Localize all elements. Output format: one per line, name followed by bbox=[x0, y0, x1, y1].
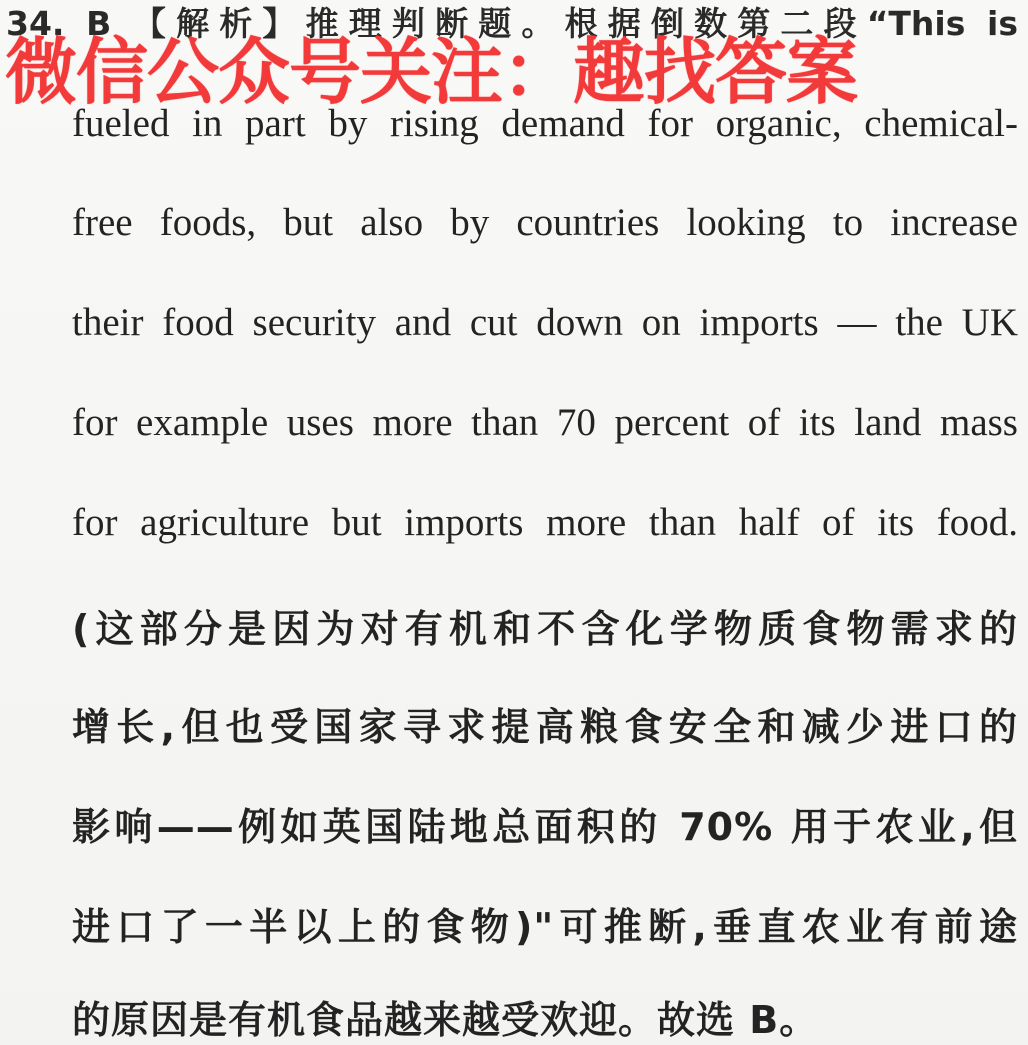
chinese-line-5: 的原因是有机食品越来越受欢迎。故选 B。 bbox=[72, 998, 819, 1042]
chinese-line-2: 增长,但也受国家寻求提高粮食安全和减少进口的 bbox=[72, 705, 1018, 749]
english-line-2: free foods, but also by countries looking to increase bbox=[72, 201, 1018, 244]
chinese-line-1: (这部分是因为对有机和不含化学物质食物需求的 bbox=[72, 607, 1018, 651]
english-line-5: for agriculture but imports more than half of its food. bbox=[72, 501, 1018, 544]
answer-first-line: 34. B 【解析】推理判断题。根据倒数第二段“This is bbox=[6, 4, 1018, 43]
chinese-line-4: 进口了一半以上的食物)"可推断,垂直农业有前途 bbox=[72, 905, 1018, 949]
english-line-4: for example uses more than 70 percent of its land mass bbox=[72, 401, 1018, 444]
english-line-3: their food security and cut down on imports — the UK bbox=[72, 301, 1018, 344]
watermark-overlay: 微信公众号关注：趣找答案 bbox=[5, 30, 858, 114]
english-line-1: fueled in part by rising demand for organic, chemical- bbox=[72, 102, 1018, 145]
chinese-line-3: 影响——例如英国陆地总面积的 70% 用于农业,但 bbox=[72, 805, 1018, 849]
